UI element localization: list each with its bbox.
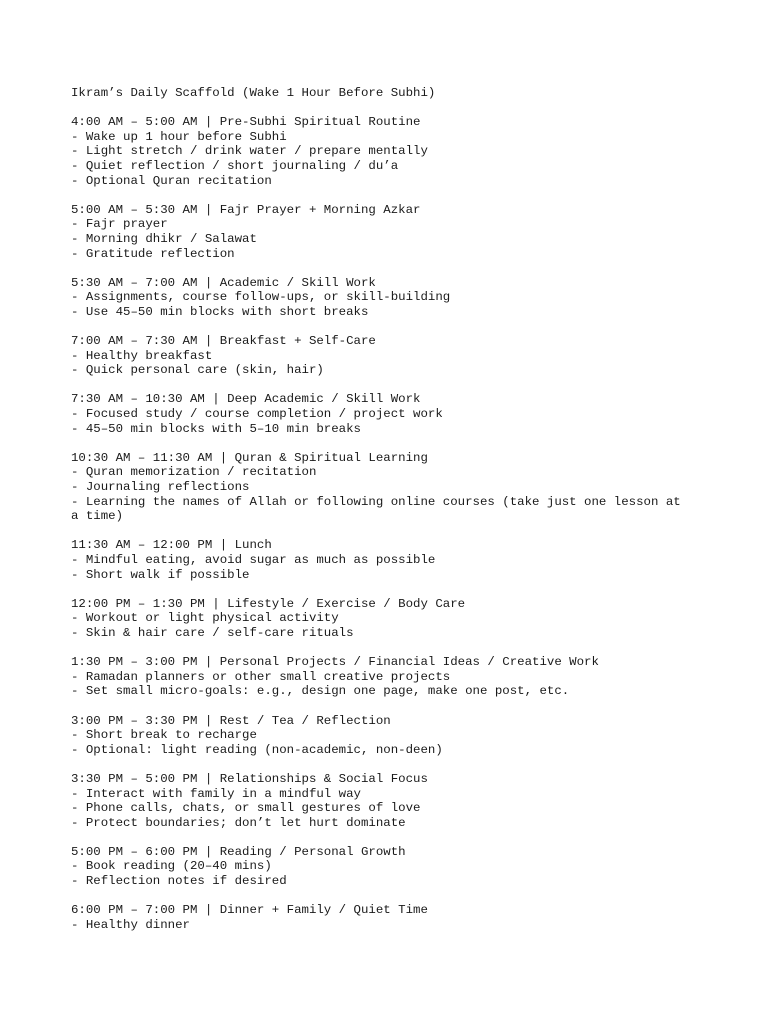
- schedule-block: [71, 655, 731, 699]
- block-line: - Optional: light reading (non-academic, non-deen): [71, 742, 443, 757]
- block-line: - Learning the names of Allah or following online courses (take just one lesson at: [71, 494, 681, 509]
- block-line: - Protect boundaries; don’t let hurt dominate: [71, 815, 406, 830]
- block-line: - Reflection notes if desired: [71, 874, 287, 889]
- schedule-block: [71, 597, 731, 641]
- block-heading: 12:00 PM – 1:30 PM | Lifestyle / Exercise / Body Care: [71, 596, 466, 611]
- block-line: - Wake up 1 hour before Subhi: [71, 129, 287, 144]
- block-line: - Short break to recharge: [71, 728, 257, 743]
- document-title: Ikram’s Daily Scaffold (Wake 1 Hour Before Subhi): [71, 86, 436, 100]
- block-heading: 3:30 PM – 5:00 PM | Relationships & Social Focus: [71, 771, 428, 786]
- block-heading: 7:30 AM – 10:30 AM | Deep Academic / Skill Work: [71, 392, 421, 407]
- schedule-block: [71, 392, 731, 436]
- block-line: - Healthy breakfast: [71, 348, 213, 363]
- block-line: - Assignments, course follow-ups, or skill-building: [71, 290, 451, 305]
- schedule-block: [71, 538, 731, 582]
- block-line: - Skin & hair care / self-care rituals: [71, 625, 354, 640]
- block-line: - Quran memorization / recitation: [71, 465, 317, 480]
- block-line: - Ramadan planners or other small creative projects: [71, 669, 451, 684]
- schedule-blocks: [71, 115, 731, 932]
- block-line: - Short walk if possible: [71, 567, 250, 582]
- block-heading: 10:30 AM – 11:30 AM | Quran & Spiritual Learning: [71, 450, 428, 465]
- block-heading: 11:30 AM – 12:00 PM | Lunch: [71, 538, 272, 553]
- block-heading: 7:00 AM – 7:30 AM | Breakfast + Self-Care: [71, 334, 376, 349]
- block-line: - Set small micro-goals: e.g., design one page, make one post, etc.: [71, 684, 570, 699]
- block-line: - Interact with family in a mindful way: [71, 786, 361, 801]
- block-heading: 6:00 PM – 7:00 PM | Dinner + Family / Quiet Time: [71, 903, 428, 918]
- block-heading: 5:30 AM – 7:00 AM | Academic / Skill Work: [71, 275, 376, 290]
- block-line: - Optional Quran recitation: [71, 173, 272, 188]
- schedule-block: [71, 334, 731, 378]
- document-page: [71, 86, 731, 947]
- schedule-block: [71, 714, 731, 758]
- block-heading: 5:00 PM – 6:00 PM | Reading / Personal Growth: [71, 844, 406, 859]
- block-line: - Mindful eating, avoid sugar as much as possible: [71, 553, 436, 567]
- block-line: a time): [71, 509, 124, 524]
- block-line: - Healthy dinner: [71, 917, 190, 932]
- block-line: - Gratitude reflection: [71, 246, 235, 261]
- block-line: - Morning dhikr / Salawat: [71, 231, 257, 246]
- block-line: - Phone calls, chats, or small gestures of love: [71, 801, 421, 816]
- block-heading: 5:00 AM – 5:30 AM | Fajr Prayer + Morning Azkar: [71, 202, 421, 217]
- block-heading: 3:00 PM – 3:30 PM | Rest / Tea / Reflection: [71, 713, 391, 728]
- block-line: - Book reading (20–40 mins): [71, 859, 272, 874]
- schedule-block: [71, 451, 731, 524]
- block-heading: 1:30 PM – 3:00 PM | Personal Projects / Financial Ideas / Creative Work: [71, 655, 599, 670]
- block-line: - 45–50 min blocks with 5–10 min breaks: [71, 421, 361, 436]
- schedule-block: [71, 845, 731, 889]
- block-heading: 4:00 AM – 5:00 AM | Pre-Subhi Spiritual Routine: [71, 115, 421, 130]
- block-line: - Workout or light physical activity: [71, 611, 339, 626]
- block-line: - Fajr prayer: [71, 217, 168, 232]
- schedule-block: [71, 115, 731, 188]
- block-line: - Quiet reflection / short journaling / du’a: [71, 158, 399, 173]
- schedule-block: [71, 276, 731, 320]
- block-line: - Light stretch / drink water / prepare mentally: [71, 144, 428, 159]
- schedule-block: [71, 903, 731, 932]
- block-line: - Use 45–50 min blocks with short breaks: [71, 304, 369, 319]
- schedule-block: [71, 772, 731, 830]
- block-line: - Journaling reflections: [71, 480, 250, 495]
- schedule-block: [71, 203, 731, 261]
- block-line: - Focused study / course completion / project work: [71, 407, 443, 422]
- block-line: - Quick personal care (skin, hair): [71, 363, 324, 378]
